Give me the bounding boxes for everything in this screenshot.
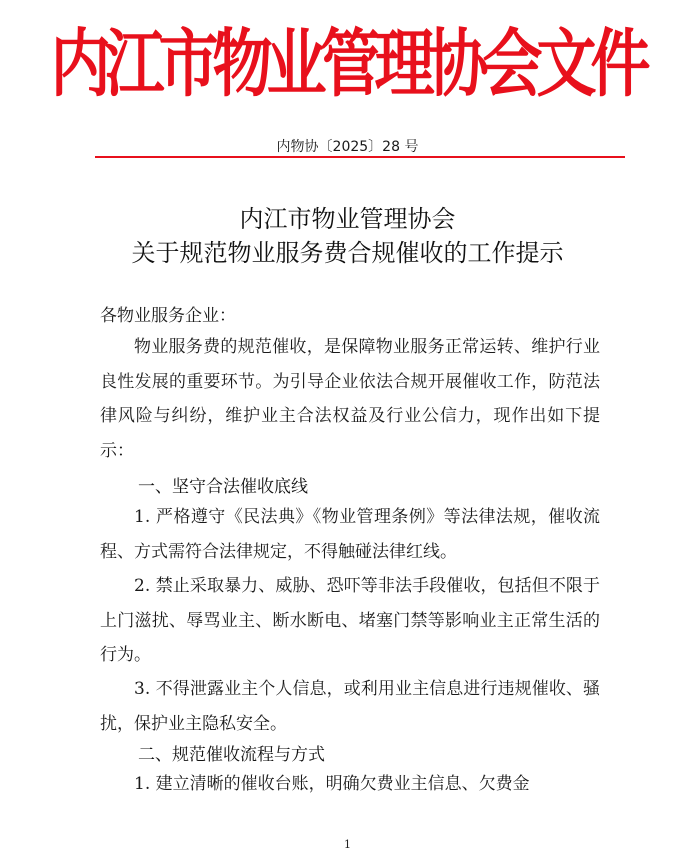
section1-item-2: 2. 禁止采取暴力、威胁、恐吓等非法手段催收，包括但不限于上门滋扰、辱骂业主、断水断电、堵塞门禁等影响业主正常生活的行为。 — [100, 576, 600, 665]
document-title-line2: 关于规范物业服务费合规催收的工作提示 — [131, 239, 564, 267]
document-title-line1: 内江市物业管理协会 — [239, 205, 456, 233]
section1-item-1: 1. 严格遵守《民法典》《物业管理条例》等法律法规，催收流程、方式需符合法律规定，不得触碰法律红线。 — [100, 507, 600, 562]
page-number: 1 — [344, 838, 351, 851]
salutation: 各物业服务企业： — [100, 306, 236, 326]
section-heading-2: 二、规范催收流程与方式 — [138, 745, 325, 765]
document-number: 内物协〔2025〕28 号 — [276, 139, 419, 155]
section2-item-1: 1. 建立清晰的催收台账，明确欠费业主信息、欠费金 — [134, 774, 530, 794]
red-divider-line — [95, 156, 625, 158]
section-heading-1: 一、坚守合法催收底线 — [138, 477, 308, 497]
red-header-title: 内江市物业管理协会文件 — [50, 21, 645, 108]
section1-item-3: 3. 不得泄露业主个人信息，或利用业主信息进行违规催收、骚扰，保护业主隐私安全。 — [100, 679, 600, 734]
intro-paragraph: 物业服务费的规范催收，是保障物业服务正常运转、维护行业良性发展的重要环节。为引导企业依法合规开展催收工作，防范法律风险与纠纷，维护业主合法权益及行业公信力，现作出如下提示： — [100, 337, 600, 461]
